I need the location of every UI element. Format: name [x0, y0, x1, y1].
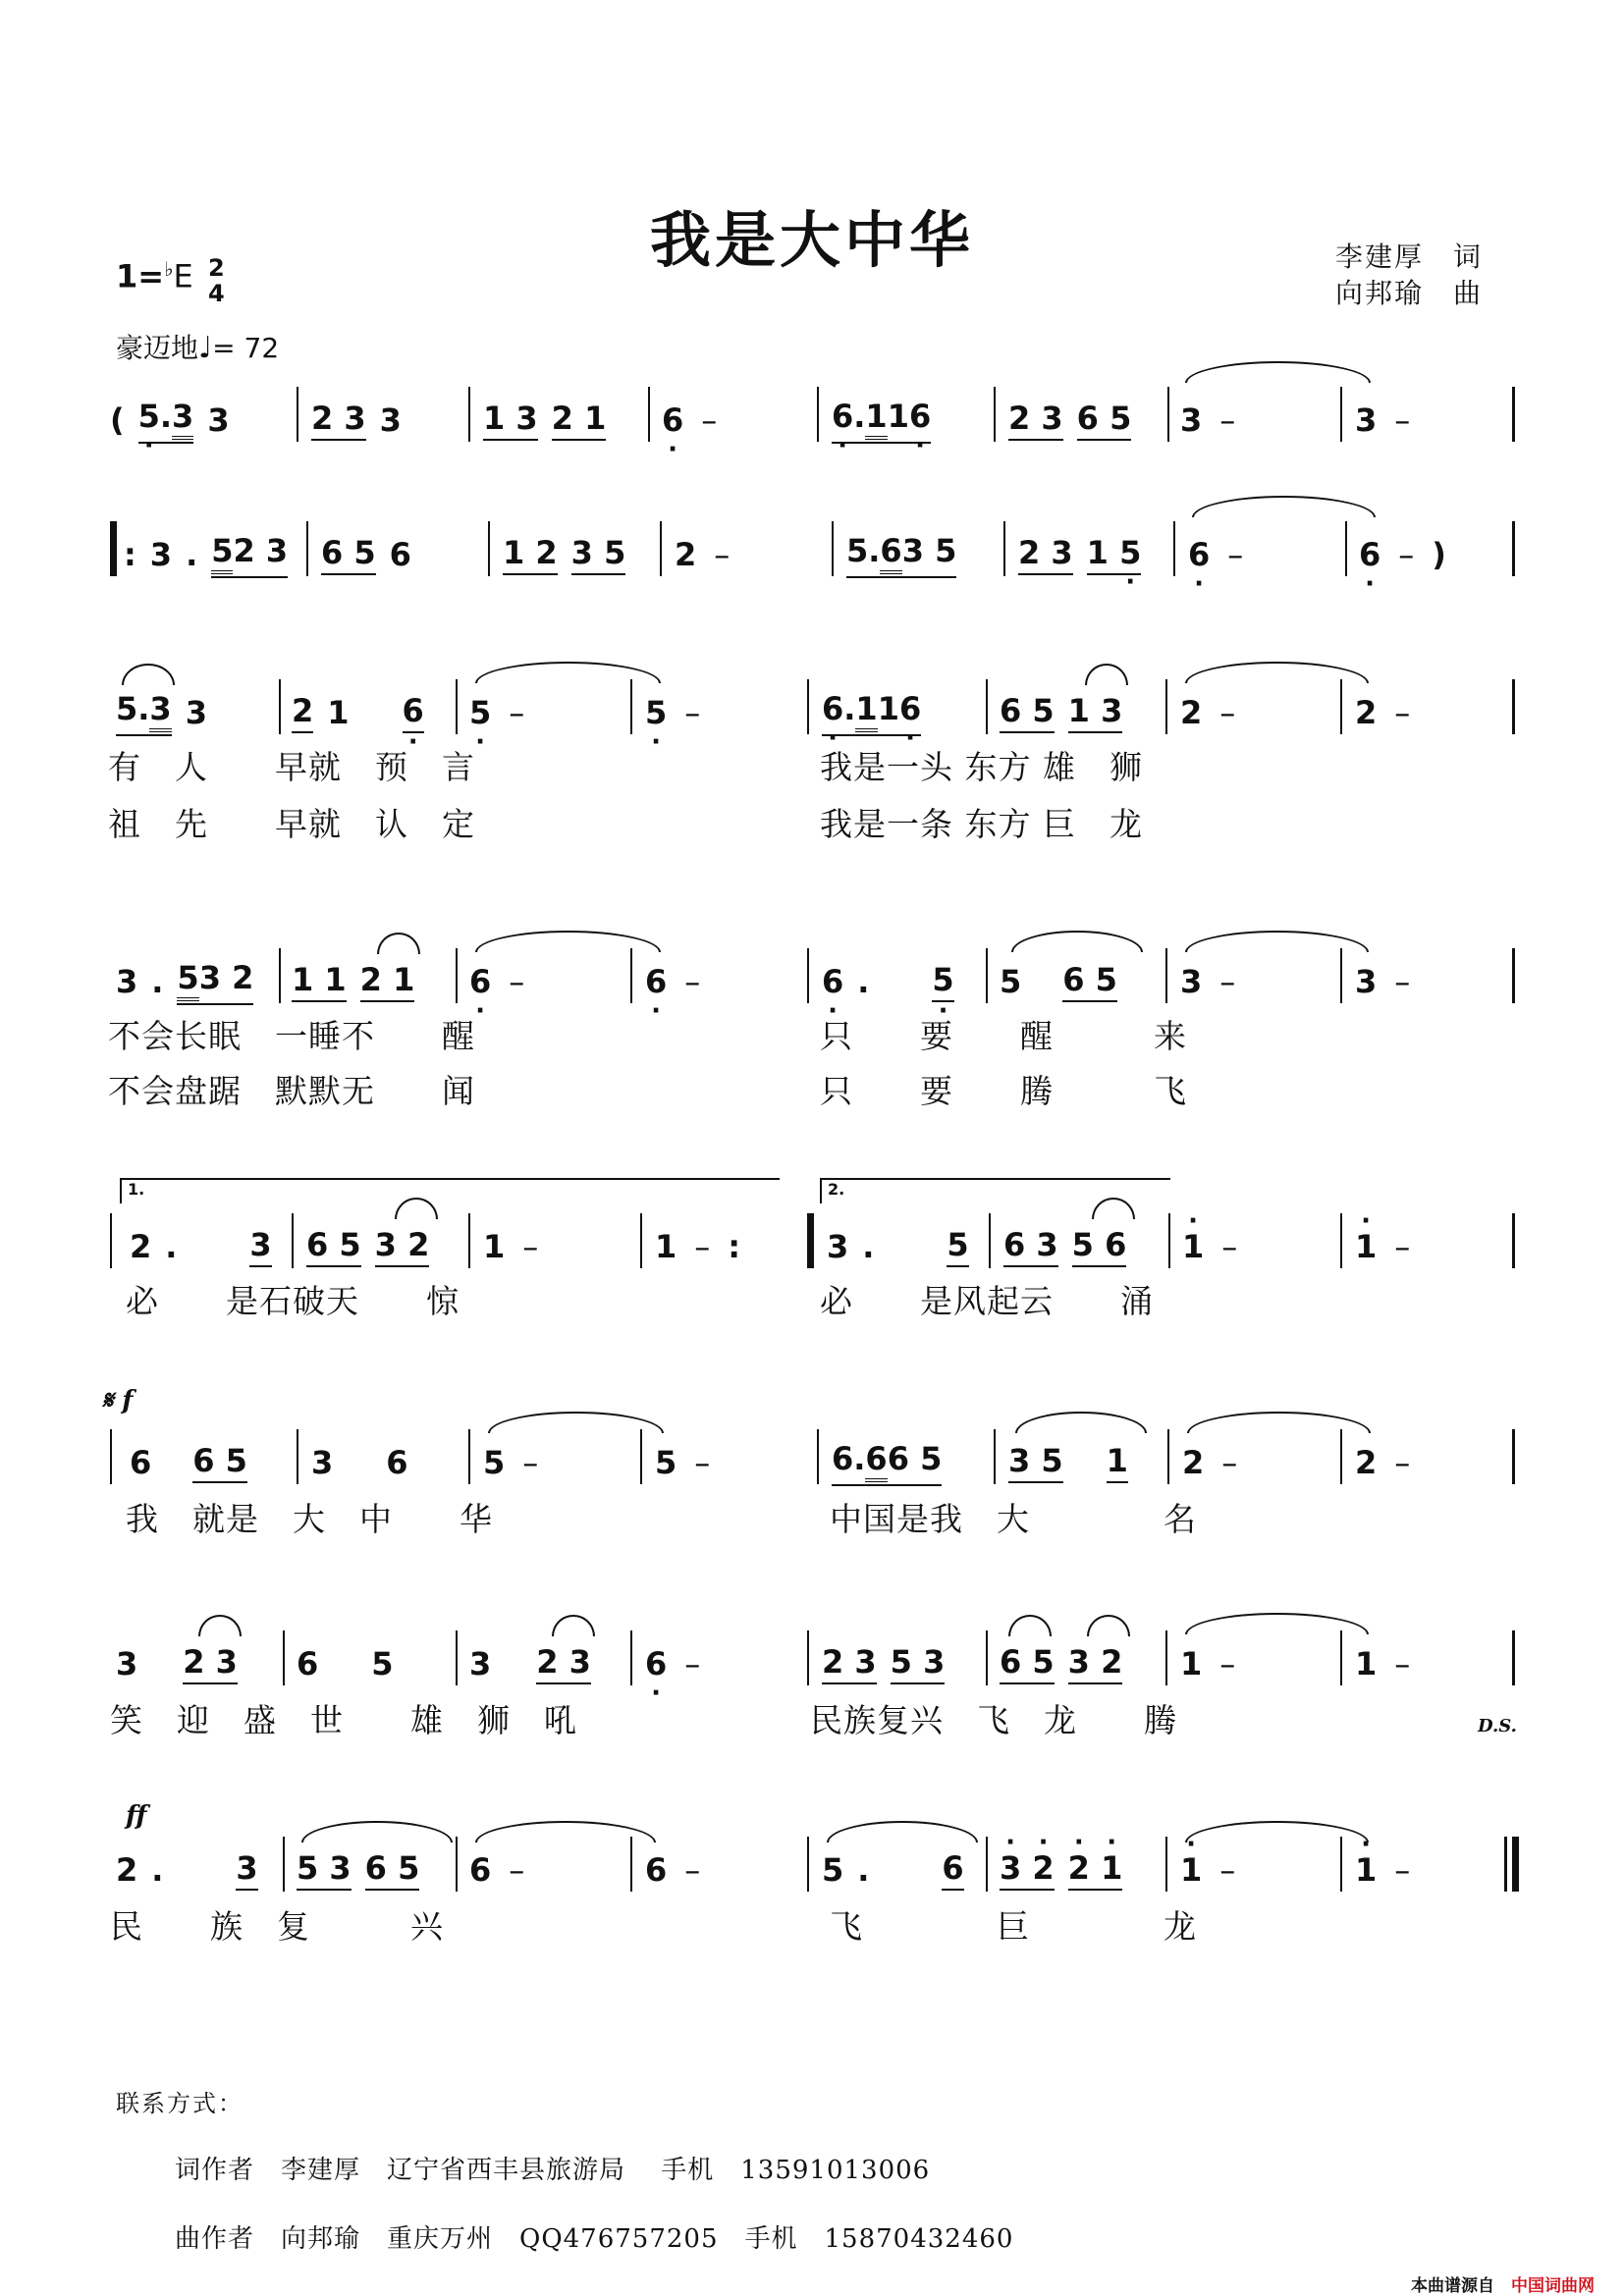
- dal-segno-mark: D.S.: [1478, 1716, 1517, 1736]
- tempo-marking: 豪迈地♩= 72: [116, 331, 280, 365]
- lyric-line: 我是一条 东方 巨 龙: [820, 805, 1143, 843]
- source-watermark: 本曲谱源自 中国词曲网: [1411, 2276, 1595, 2296]
- key-signature: 1=♭E: [116, 257, 193, 295]
- lyric-line: 中国是我 大 名: [830, 1500, 1197, 1538]
- second-ending: 2.: [820, 1178, 1170, 1203]
- lyric-line: 有 人 早就 预 言: [108, 748, 475, 786]
- quarter-note-icon: ♩: [198, 331, 213, 365]
- lyric-line: 民 族 复 兴: [110, 1907, 444, 1946]
- fortissimo-mark: ff: [126, 1801, 147, 1831]
- lyric-line: 必 是石破天 惊: [126, 1282, 460, 1320]
- composer-credit: 向邦瑜 曲: [1335, 277, 1484, 309]
- lyric-line: 我是一头 东方 雄 狮: [820, 748, 1143, 786]
- lyric-line: 祖 先 早就 认 定: [108, 805, 475, 843]
- song-title: 我是大中华: [649, 204, 974, 276]
- lyric-line: 必 是风起云 涌: [820, 1282, 1154, 1320]
- contact-heading: 联系方式：: [116, 2090, 244, 2117]
- lyric-line: 飞 巨 龙: [830, 1907, 1197, 1946]
- segno-sign: 𝄋: [102, 1386, 114, 1415]
- lyric-line: 只 要 醒 来: [820, 1017, 1187, 1055]
- lyric-line: 民族复兴 飞 龙 腾: [810, 1701, 1177, 1739]
- time-signature: 2 4: [208, 254, 225, 307]
- lyric-line: 我 就是 大 中 华: [126, 1500, 493, 1538]
- lyric-line: 不会长眠 一睡不 醒: [108, 1017, 475, 1055]
- lyric-line: 不会盘踞 默默无 闻: [108, 1072, 475, 1110]
- composer-contact: 曲作者 向邦瑜 重庆万州 QQ476757205 手机 15870432460: [175, 2224, 1014, 2254]
- forte-mark: f: [122, 1386, 134, 1415]
- first-ending: 1.: [120, 1178, 780, 1203]
- lyricist-credit: 李建厚 词: [1335, 240, 1484, 273]
- lyric-line: 只 要 腾 飞: [820, 1072, 1187, 1110]
- lyric-line: 笑 迎 盛 世 雄 狮 吼: [110, 1701, 577, 1739]
- lyricist-contact: 词作者 李建厚 辽宁省西丰县旅游局 手机 13591013006: [175, 2156, 931, 2185]
